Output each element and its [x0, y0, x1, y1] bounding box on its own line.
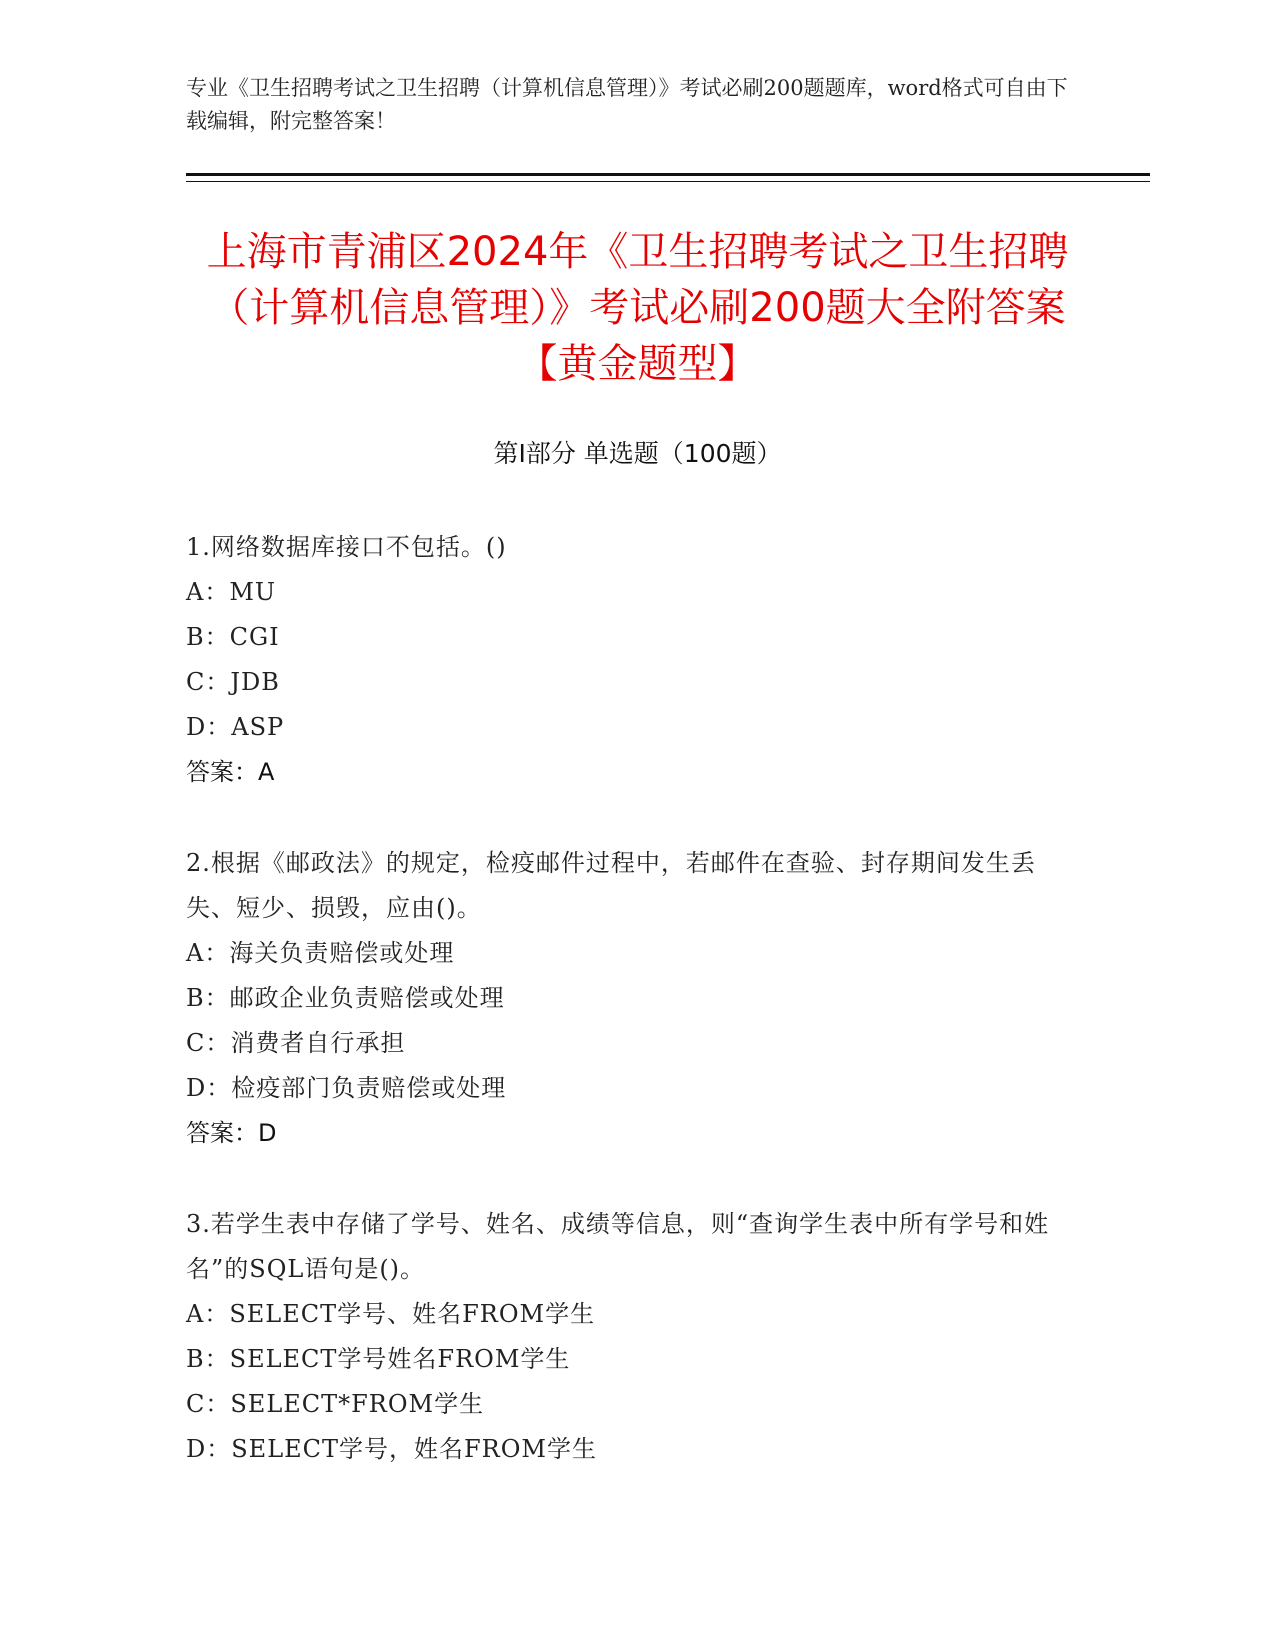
- question-list: [186, 525, 1066, 1518]
- question-stem: 3.若学生表中存储了学号、姓名、成绩等信息，则“查询学生表中所有学号和姓名”的SQL语句是()。: [186, 1210, 1050, 1283]
- question-stem: 1.网络数据库接口不包括。(): [186, 533, 507, 561]
- option-b: B：邮政企业负责赔偿或处理: [186, 984, 505, 1012]
- option-d: D：检疫部门负责赔偿或处理: [186, 1074, 507, 1102]
- option-c: C：SELECT*FROM学生: [186, 1390, 485, 1418]
- question-1: [186, 525, 1066, 795]
- option-d: D：ASP: [186, 713, 285, 741]
- option-a: A：MU: [186, 578, 277, 606]
- option-d: D：SELECT学号，姓名FROM学生: [186, 1435, 598, 1463]
- option-c: C：消费者自行承担: [186, 1029, 406, 1057]
- option-a: A：SELECT学号、姓名FROM学生: [186, 1300, 596, 1328]
- header-divider-thin: [186, 181, 1150, 182]
- section-heading: 第Ⅰ部分 单选题（100题）: [493, 439, 782, 468]
- question-3: [186, 1202, 1066, 1472]
- option-b: B：SELECT学号姓名FROM学生: [186, 1345, 571, 1373]
- question-2: [186, 841, 1066, 1156]
- header-note: 专业《卫生招聘考试之卫生招聘（计算机信息管理）》考试必刷200题题库，word格式可自由下载编辑，附完整答案！: [186, 76, 1068, 133]
- header-divider-thick: [186, 173, 1150, 176]
- option-b: B：CGI: [186, 623, 280, 651]
- option-a: A：海关负责赔偿或处理: [186, 939, 455, 967]
- answer-line: 答案：A: [186, 758, 275, 786]
- answer-line: 答案：D: [186, 1119, 277, 1147]
- option-c: C：JDB: [186, 668, 280, 696]
- document-title: 上海市青浦区2024年《卫生招聘考试之卫生招聘（计算机信息管理）》考试必刷200题大全附答案【黄金题型】: [206, 229, 1069, 387]
- question-stem: 2.根据《邮政法》的规定，检疫邮件过程中，若邮件在查验、封存期间发生丢失、短少、损毁，应由()。: [186, 849, 1036, 922]
